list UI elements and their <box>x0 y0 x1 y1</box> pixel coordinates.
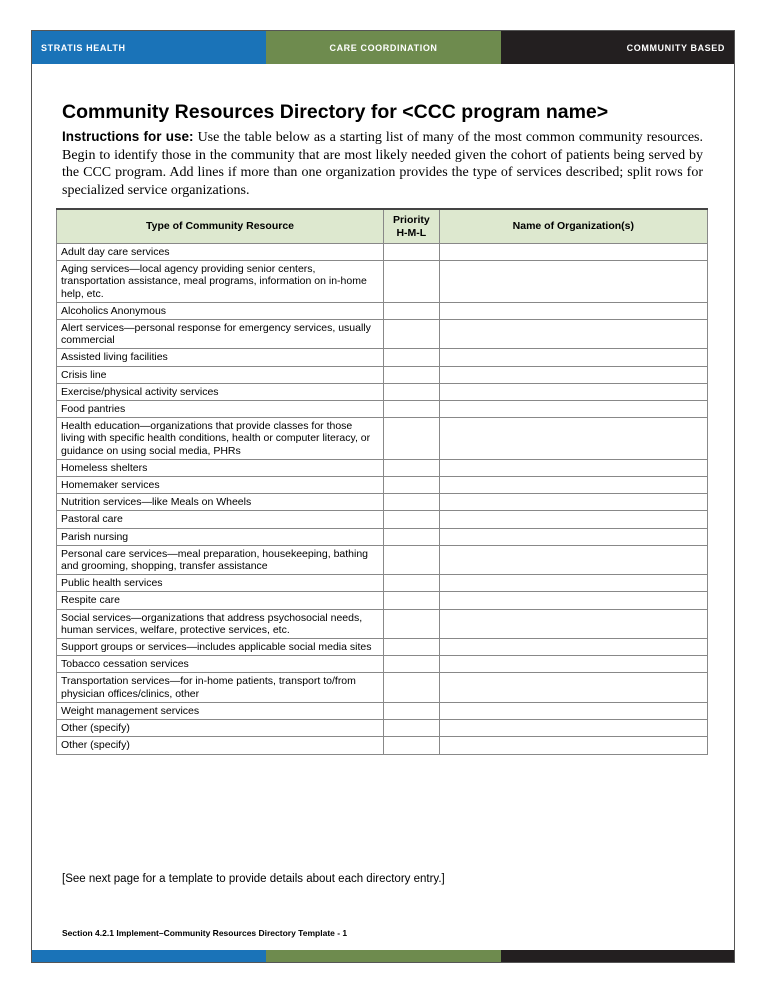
priority-cell[interactable] <box>384 545 440 574</box>
table-row <box>57 302 708 319</box>
priority-header-line2: H-M-L <box>396 226 427 239</box>
next-page-note: [See next page for a template to provide details about each directory entry.] <box>62 873 445 885</box>
priority-cell[interactable] <box>384 702 440 719</box>
resource-type-cell: Crisis line <box>57 366 384 383</box>
organization-name-cell[interactable] <box>439 639 707 656</box>
priority-cell[interactable] <box>384 366 440 383</box>
resource-type-cell: Personal care services—meal preparation, housekeeping, bathing and grooming, shopping, transfer assistance <box>57 545 384 574</box>
resource-type-cell: Support groups or services—includes applicable social media sites <box>57 639 384 656</box>
resource-type-cell: Alert services—personal response for emergency services, usually commercial <box>57 320 384 349</box>
organization-name-cell[interactable] <box>439 528 707 545</box>
priority-cell[interactable] <box>384 609 440 638</box>
table-row <box>57 575 708 592</box>
priority-cell[interactable] <box>384 383 440 400</box>
organization-name-cell[interactable] <box>439 477 707 494</box>
resource-type-cell: Tobacco cessation services <box>57 656 384 673</box>
table-row <box>57 459 708 476</box>
page-title: Community Resources Directory for <CCC program name> <box>62 101 609 123</box>
resource-type-cell: Social services—organizations that address psychosocial needs, human services, welfare, protective services, etc. <box>57 609 384 638</box>
resource-type-cell: Pastoral care <box>57 511 384 528</box>
instructions-label: Instructions for use: <box>62 129 194 144</box>
col-header-type: Type of Community Resource <box>57 209 384 244</box>
resource-type-cell: Homemaker services <box>57 477 384 494</box>
table-row <box>57 673 708 702</box>
resource-type-cell: Weight management services <box>57 702 384 719</box>
organization-name-cell[interactable] <box>439 592 707 609</box>
resource-type-cell: Other (specify) <box>57 737 384 754</box>
footer-bar-black <box>501 950 734 962</box>
priority-cell[interactable] <box>384 459 440 476</box>
resource-type-cell: Adult day care services <box>57 244 384 261</box>
table-row <box>57 511 708 528</box>
organization-name-cell[interactable] <box>439 737 707 754</box>
priority-cell[interactable] <box>384 528 440 545</box>
table-row <box>57 477 708 494</box>
priority-cell[interactable] <box>384 477 440 494</box>
priority-cell[interactable] <box>384 639 440 656</box>
resource-type-cell: Homeless shelters <box>57 459 384 476</box>
priority-cell[interactable] <box>384 673 440 702</box>
resource-type-cell: Respite care <box>57 592 384 609</box>
table-row <box>57 592 708 609</box>
organization-name-cell[interactable] <box>439 575 707 592</box>
table-row <box>57 418 708 460</box>
table-row <box>57 656 708 673</box>
table-row <box>57 720 708 737</box>
table-row <box>57 261 708 303</box>
organization-name-cell[interactable] <box>439 511 707 528</box>
priority-header-line1: Priority <box>392 214 430 227</box>
priority-cell[interactable] <box>384 737 440 754</box>
organization-name-cell[interactable] <box>439 720 707 737</box>
resource-type-cell: Assisted living facilities <box>57 349 384 366</box>
resources-table <box>56 208 708 755</box>
header-setting: COMMUNITY BASED <box>501 31 734 64</box>
table-row <box>57 545 708 574</box>
resource-type-cell: Transportation services—for in-home patients, transport to/from physician offices/clinics, other <box>57 673 384 702</box>
priority-cell[interactable] <box>384 720 440 737</box>
priority-cell[interactable] <box>384 592 440 609</box>
table-body <box>57 244 708 755</box>
resource-type-cell: Health education—organizations that provide classes for those living with specific health conditions, health or computer literacy, or guidance on using social media, PHRs <box>57 418 384 460</box>
organization-name-cell[interactable] <box>439 244 707 261</box>
organization-name-cell[interactable] <box>439 349 707 366</box>
table-row <box>57 366 708 383</box>
resource-type-cell: Nutrition services—like Meals on Wheels <box>57 494 384 511</box>
resource-type-cell: Public health services <box>57 575 384 592</box>
resource-type-cell: Parish nursing <box>57 528 384 545</box>
resource-type-cell: Alcoholics Anonymous <box>57 302 384 319</box>
priority-cell[interactable] <box>384 575 440 592</box>
priority-cell[interactable] <box>384 261 440 303</box>
priority-cell[interactable] <box>384 302 440 319</box>
table-row <box>57 494 708 511</box>
footer-bar-blue <box>32 950 266 962</box>
organization-name-cell[interactable] <box>439 656 707 673</box>
priority-cell[interactable] <box>384 656 440 673</box>
table-row <box>57 320 708 349</box>
priority-cell[interactable] <box>384 244 440 261</box>
priority-cell[interactable] <box>384 494 440 511</box>
table-row <box>57 702 708 719</box>
col-header-priority <box>384 209 440 244</box>
table-row <box>57 609 708 638</box>
organization-name-cell[interactable] <box>439 383 707 400</box>
organization-name-cell[interactable] <box>439 459 707 476</box>
instructions-text: Use the table below as a starting list of many of the most common community resources. Begin to identify those in the community that are most likely needed given the cohort of patients being served by the CCC program. Add lines if more than one organization provides the type of services described; split rows for specialized service organizations. <box>62 130 703 198</box>
resource-type-cell: Other (specify) <box>57 720 384 737</box>
organization-name-cell[interactable] <box>439 401 707 418</box>
table-row <box>57 383 708 400</box>
priority-cell[interactable] <box>384 349 440 366</box>
table-row <box>57 401 708 418</box>
table-row <box>57 639 708 656</box>
organization-name-cell[interactable] <box>439 366 707 383</box>
table-row <box>57 528 708 545</box>
organization-name-cell[interactable] <box>439 418 707 460</box>
table-header-row <box>57 209 708 244</box>
organization-name-cell[interactable] <box>439 673 707 702</box>
organization-name-cell[interactable] <box>439 302 707 319</box>
instructions-paragraph <box>62 128 703 199</box>
document-page <box>31 30 735 963</box>
col-header-organization: Name of Organization(s) <box>439 209 707 244</box>
table-row <box>57 737 708 754</box>
priority-cell[interactable] <box>384 401 440 418</box>
priority-cell[interactable] <box>384 320 440 349</box>
resource-type-cell: Food pantries <box>57 401 384 418</box>
organization-name-cell[interactable] <box>439 702 707 719</box>
resource-type-cell: Aging services—local agency providing senior centers, transportation assistance, meal programs, information on in-home help, etc. <box>57 261 384 303</box>
organization-name-cell[interactable] <box>439 545 707 574</box>
priority-cell[interactable] <box>384 511 440 528</box>
organization-name-cell[interactable] <box>439 609 707 638</box>
footer-color-bar <box>32 950 734 962</box>
resource-type-cell: Exercise/physical activity services <box>57 383 384 400</box>
page-footer: Section 4.2.1 Implement–Community Resources Directory Template - 1 <box>62 928 348 938</box>
priority-cell[interactable] <box>384 418 440 460</box>
header-category: CARE COORDINATION <box>266 31 501 64</box>
header-banner <box>32 31 734 64</box>
table-row <box>57 349 708 366</box>
organization-name-cell[interactable] <box>439 261 707 303</box>
organization-name-cell[interactable] <box>439 320 707 349</box>
footer-bar-green <box>266 950 501 962</box>
organization-name-cell[interactable] <box>439 494 707 511</box>
table-row <box>57 244 708 261</box>
header-org-name: STRATIS HEALTH <box>32 31 266 64</box>
